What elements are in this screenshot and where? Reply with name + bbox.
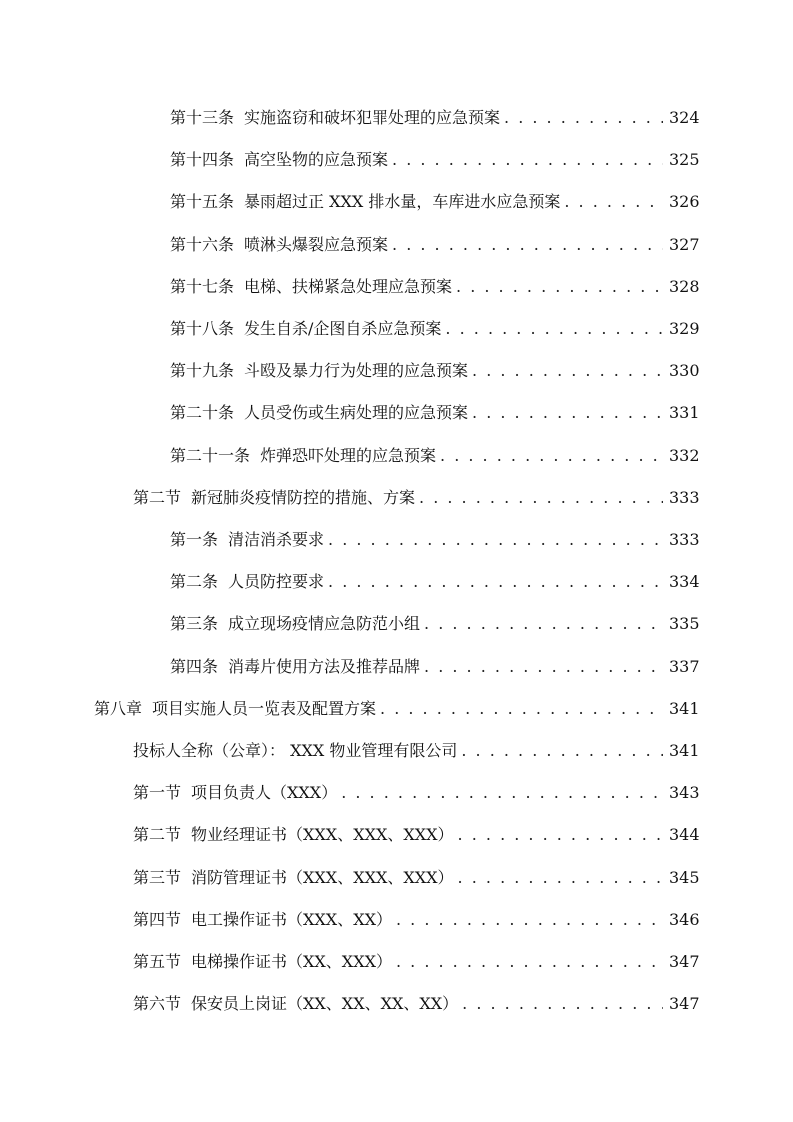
toc-entry[interactable]: [170, 106, 700, 130]
toc-entry-page: 328: [669, 277, 700, 296]
toc-entry[interactable]: [170, 190, 700, 214]
dot-leader: [424, 612, 663, 636]
toc-entry-title: 消防管理证书（XXX、XXX、XXX）: [191, 868, 454, 887]
toc-entry-number: 第二条: [170, 572, 219, 591]
toc-entry-title: 高空坠物的应急预案: [244, 150, 389, 169]
toc-entry-number: 第十八条: [170, 319, 235, 338]
toc-entry-title: 电梯、扶梯紧急处理应急预案: [244, 277, 453, 296]
toc-entry-title: 喷淋头爆裂应急预案: [244, 235, 389, 254]
toc-entry-page: 335: [669, 614, 700, 633]
toc-entry-title: 人员受伤或生病处理的应急预案: [244, 403, 469, 422]
toc-entry-title: 人员防控要求: [228, 572, 325, 591]
toc-entry-page: 331: [669, 403, 700, 422]
dot-leader: [396, 950, 663, 974]
toc-entry[interactable]: [133, 739, 700, 763]
toc-entry[interactable]: [133, 992, 700, 1016]
toc-entry-number: 第四节: [133, 910, 182, 929]
toc-entry-title: 电工操作证书（XXX、XX）: [191, 910, 392, 929]
toc-entry-number: 第十七条: [170, 277, 235, 296]
toc-entry-page: 341: [669, 699, 700, 718]
toc-entry-title: 清洁消杀要求: [228, 530, 325, 549]
toc-entry-page: 326: [669, 192, 700, 211]
dot-leader: [328, 528, 663, 552]
dot-leader: [392, 148, 663, 172]
toc-entry[interactable]: [170, 401, 700, 425]
toc-entry-title: 斗殴及暴力行为处理的应急预案: [244, 361, 469, 380]
toc-entry-page: 347: [669, 952, 700, 971]
toc-entry-title: 消毒片使用方法及推荐品牌: [228, 657, 421, 676]
toc-entry-number: 第二十条: [170, 403, 235, 422]
toc-entry-number: 第二节: [133, 488, 182, 507]
toc-entry-page: 343: [669, 783, 700, 802]
toc-entry-page: 347: [669, 994, 700, 1013]
toc-entry[interactable]: [170, 570, 700, 594]
toc-entry[interactable]: [170, 444, 700, 468]
toc-entry-page: 345: [669, 868, 700, 887]
toc-entry-number: 第八章: [94, 699, 143, 718]
toc-entry-number: 第二十一条: [170, 446, 251, 465]
toc-entry-title: 电梯操作证书（XX、XXX）: [191, 952, 392, 971]
toc-entry[interactable]: [133, 781, 700, 805]
toc-entry[interactable]: [170, 317, 700, 341]
toc-entry[interactable]: [133, 486, 700, 510]
toc-entry-page: 324: [669, 108, 700, 127]
dot-leader: [472, 359, 663, 383]
toc-entry-title: 发生自杀/企图自杀应急预案: [244, 319, 442, 338]
toc-entry-title: 保安员上岗证（XX、XX、XX、XX）: [191, 994, 459, 1013]
toc-entry-number: 第二节: [133, 825, 182, 844]
toc-entry-title: 物业经理证书（XXX、XXX、XXX）: [191, 825, 454, 844]
toc-entry-number: 第六节: [133, 994, 182, 1013]
toc-entry-page: 327: [669, 235, 700, 254]
dot-leader: [341, 781, 663, 805]
toc-entry-page: 333: [669, 530, 700, 549]
toc-entry-title: 新冠肺炎疫情防控的措施、方案: [191, 488, 416, 507]
toc-entry-number: 第四条: [170, 657, 219, 676]
dot-leader: [419, 486, 663, 510]
toc-entry-number: 第十五条: [170, 192, 235, 211]
dot-leader: [472, 401, 663, 425]
toc-entry[interactable]: [133, 950, 700, 974]
toc-entry-page: 334: [669, 572, 700, 591]
toc-entry[interactable]: [170, 233, 700, 257]
toc-entry-title: 项目负责人（XXX）: [191, 783, 338, 802]
toc-entry[interactable]: [133, 866, 700, 890]
dot-leader: [461, 739, 663, 763]
toc-entry[interactable]: [170, 528, 700, 552]
toc-entry[interactable]: [170, 655, 700, 679]
dot-leader: [396, 908, 663, 932]
toc-entry[interactable]: [170, 359, 700, 383]
toc-entry-page: 341: [669, 741, 700, 760]
dot-leader: [564, 190, 663, 214]
toc-entry-number: 第一条: [170, 530, 219, 549]
dot-leader: [328, 570, 663, 594]
toc-entry[interactable]: [94, 697, 700, 721]
dot-leader: [456, 275, 663, 299]
toc-entry-number: 第十四条: [170, 150, 235, 169]
toc-entry[interactable]: [170, 612, 700, 636]
dot-leader: [458, 866, 663, 890]
toc-entry-page: 330: [669, 361, 700, 380]
toc-entry[interactable]: [170, 275, 700, 299]
toc-entry[interactable]: [170, 148, 700, 172]
toc-entry-number: 第十九条: [170, 361, 235, 380]
dot-leader: [504, 106, 663, 130]
dot-leader: [380, 697, 663, 721]
dot-leader: [392, 233, 663, 257]
dot-leader: [440, 444, 663, 468]
toc-entry-number: 第十三条: [170, 108, 235, 127]
toc-entry[interactable]: [133, 908, 700, 932]
toc-entry-number: 第十六条: [170, 235, 235, 254]
toc-entry-title: 炸弹恐吓处理的应急预案: [260, 446, 437, 465]
toc-entry-page: 344: [669, 825, 700, 844]
dot-leader: [445, 317, 663, 341]
toc-entry-number: 第三节: [133, 868, 182, 887]
dot-leader: [458, 823, 663, 847]
toc-entry-title: 成立现场疫情应急防范小组: [228, 614, 421, 633]
toc-entry-page: 332: [669, 446, 700, 465]
toc-entry-number: 第五节: [133, 952, 182, 971]
toc-entry-page: 325: [669, 150, 700, 169]
dot-leader: [424, 655, 663, 679]
toc-entry-number: 第三条: [170, 614, 219, 633]
toc-entry-page: 337: [669, 657, 700, 676]
toc-entry-page: 333: [669, 488, 700, 507]
dot-leader: [462, 992, 663, 1016]
toc-entry-title: 项目实施人员一览表及配置方案: [152, 699, 377, 718]
toc-entry-title: 实施盗窃和破坏犯罪处理的应急预案: [244, 108, 501, 127]
toc-entry-page: 346: [669, 910, 700, 929]
toc-entry[interactable]: [133, 823, 700, 847]
toc-entry-title: 暴雨超过正 XXX 排水量，车库进水应急预案: [244, 192, 561, 211]
toc-entry-page: 329: [669, 319, 700, 338]
toc-entry-title: 投标人全称（公章）： XXX 物业管理有限公司: [133, 741, 458, 760]
toc-entry-number: 第一节: [133, 783, 182, 802]
